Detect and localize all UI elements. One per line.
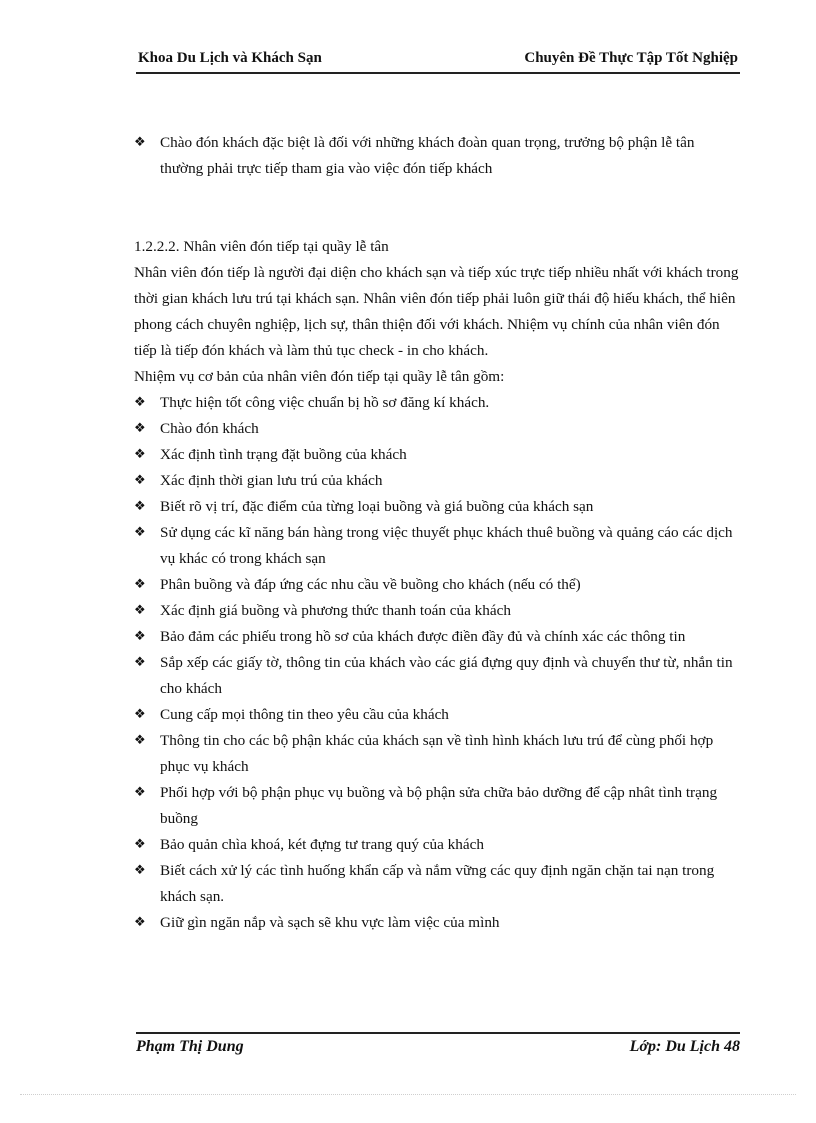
bullet-icon: ❖ <box>134 525 146 540</box>
list-item-text: Phối hợp với bộ phận phục vụ buồng và bộ phận sửa chữa bảo dưỡng để cập nhât tình trạng buồng <box>160 784 718 827</box>
list-item <box>134 572 740 598</box>
section-block <box>134 234 740 936</box>
bullet-icon: ❖ <box>134 707 146 722</box>
list-item-text: Sắp xếp các giấy tờ, thông tin của khách vào các giá đựng quy định và chuyển thư từ, nhắn tin cho khách <box>160 654 733 697</box>
task-list <box>134 390 740 936</box>
list-item-text: Cung cấp mọi thông tin theo yêu cầu của khách <box>160 706 449 723</box>
intro-block <box>134 130 740 182</box>
bullet-icon: ❖ <box>134 473 146 488</box>
list-item-text: Thông tin cho các bộ phận khác của khách sạn về tình hình khách lưu trú để cùng phối hợp phục vụ khách <box>160 732 714 775</box>
list-item <box>134 494 740 520</box>
header-report-title: Chuyên Đề Thực Tập Tốt Nghiệp <box>524 50 738 66</box>
page-header <box>136 46 740 74</box>
footer-class: Lớp: Du Lịch 48 <box>629 1038 740 1055</box>
list-item-text: Thực hiện tốt công việc chuẩn bị hồ sơ đăng kí khách. <box>160 394 490 411</box>
bullet-icon: ❖ <box>134 863 146 878</box>
bullet-icon: ❖ <box>134 785 146 800</box>
list-item <box>134 624 740 650</box>
list-item-text: Xác định giá buồng và phương thức thanh toán của khách <box>160 602 511 619</box>
list-item <box>134 130 740 182</box>
list-item-text: Bảo quản chìa khoá, két đựng tư trang quý của khách <box>160 836 484 853</box>
list-item-text: Xác định tình trạng đặt buồng của khách <box>160 446 407 463</box>
list-item <box>134 520 740 572</box>
list-item-text: Giữ gìn ngăn nắp và sạch sẽ khu vực làm việc của mình <box>160 914 500 931</box>
bullet-icon: ❖ <box>134 395 146 410</box>
list-item-text: Biết cách xử lý các tình huống khẩn cấp và nắm vững các quy định ngăn chặn tai nạn trong khách sạn. <box>160 862 715 905</box>
list-item <box>134 650 740 702</box>
list-intro: Nhiệm vụ cơ bản của nhân viên đón tiếp tại quầy lễ tân gồm: <box>134 368 505 385</box>
page-divider <box>20 1094 796 1095</box>
bullet-icon: ❖ <box>134 733 146 748</box>
list-item-text: Chào đón khách <box>160 420 259 437</box>
bullet-icon: ❖ <box>134 421 146 436</box>
list-item <box>134 780 740 832</box>
list-item <box>134 728 740 780</box>
bullet-icon: ❖ <box>134 837 146 852</box>
bullet-icon: ❖ <box>134 499 146 514</box>
list-item <box>134 468 740 494</box>
section-paragraph: Nhân viên đón tiếp là người đại diện cho khách sạn và tiếp xúc trực tiếp nhiều nhất với khách trong thời gian khách lưu trú tại khách sạn. Nhân viên đón tiếp phải luôn giữ thái độ hiếu khách, thể hiên phong cách chuyên nghiệp, lịch sự, thân thiện đối với khách. Nhiệm vụ chính của nhân viên đón tiếp là tiếp đón khách và làm thủ tục check - in cho khách. <box>134 264 739 359</box>
page-footer <box>136 1032 740 1062</box>
list-item-text: Biết rõ vị trí, đặc điểm của từng loại buồng và giá buồng của khách sạn <box>160 498 594 515</box>
section-heading: 1.2.2.2. Nhân viên đón tiếp tại quầy lễ tân <box>134 238 389 255</box>
bullet-icon: ❖ <box>134 447 146 462</box>
bullet-icon: ❖ <box>134 135 146 150</box>
list-item-text: Xác định thời gian lưu trú của khách <box>160 472 383 489</box>
list-item <box>134 858 740 910</box>
list-item <box>134 832 740 858</box>
footer-author: Phạm Thị Dung <box>136 1038 244 1055</box>
list-item <box>134 442 740 468</box>
bullet-icon: ❖ <box>134 603 146 618</box>
list-item <box>134 416 740 442</box>
list-item-text: Sử dụng các kĩ năng bán hàng trong việc thuyết phục khách thuê buồng và quảng cáo các dịch vụ khác có trong khách sạn <box>160 524 733 567</box>
list-item <box>134 910 740 936</box>
list-item-text: Phân buồng và đáp ứng các nhu cầu về buồng cho khách (nếu có thể) <box>160 576 581 593</box>
bullet-icon: ❖ <box>134 915 146 930</box>
bullet-icon: ❖ <box>134 629 146 644</box>
bullet-icon: ❖ <box>134 577 146 592</box>
list-item-text: Bảo đảm các phiếu trong hồ sơ của khách được điền đầy đủ và chính xác các thông tin <box>160 628 686 645</box>
list-item <box>134 702 740 728</box>
header-faculty: Khoa Du Lịch và Khách Sạn <box>138 50 322 66</box>
list-item <box>134 598 740 624</box>
intro-bullet-text: Chào đón khách đặc biệt là đối với những khách đoàn quan trọng, trưởng bộ phận lễ tân thường phải trực tiếp tham gia vào việc đón tiếp khách <box>160 134 695 177</box>
list-item <box>134 390 740 416</box>
bullet-icon: ❖ <box>134 655 146 670</box>
